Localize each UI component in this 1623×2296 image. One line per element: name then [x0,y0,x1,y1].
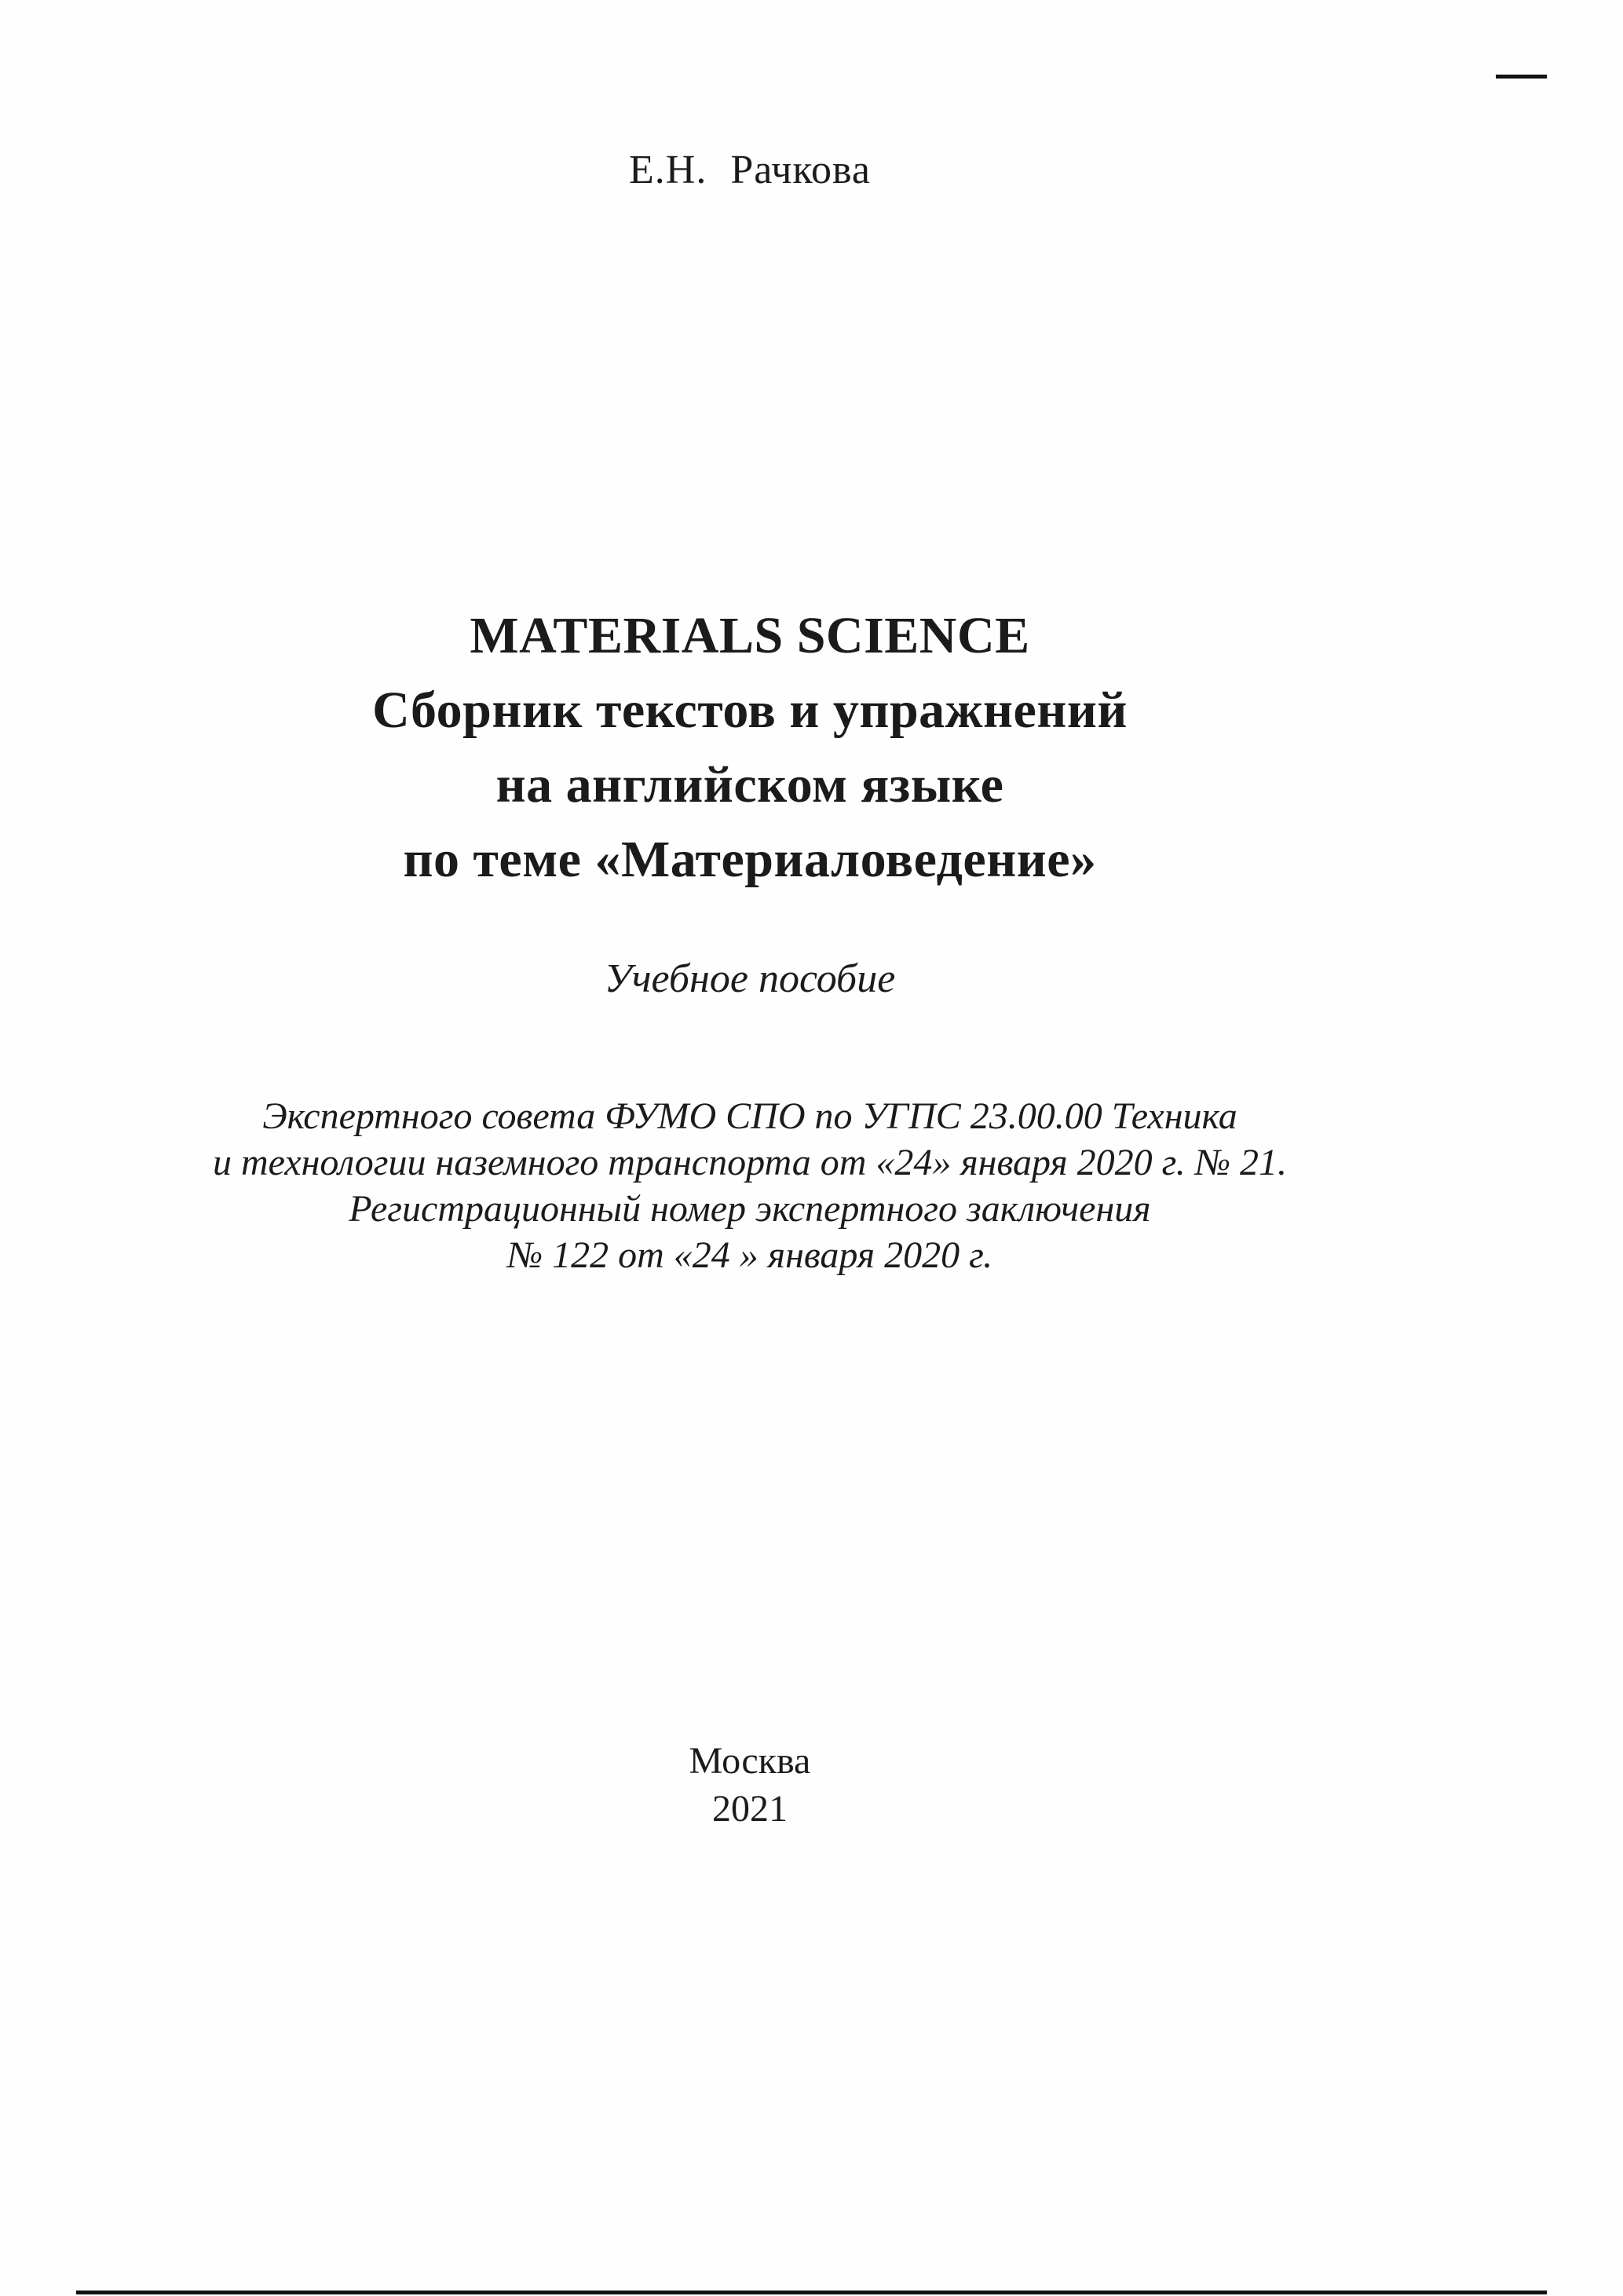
title-line-english: MATERIALS SCIENCE [470,607,1030,664]
title-line-collection: Сборник текстов и упражнений [372,682,1128,739]
bottom-rule [76,2291,1547,2294]
author-line [0,146,1500,195]
subtitle-text: Учебное пособие [604,956,896,1001]
imprint-city: Москва [689,1740,811,1782]
approval-line: Регистрационный номер экспертного заключения [349,1188,1151,1230]
approval-line: № 122 от «24 » января 2020 г. [506,1234,993,1276]
subtitle [0,955,1500,1004]
imprint [0,1737,1500,1833]
top-right-rule [1496,75,1547,79]
approval-line: Экспертного совета ФУМО СПО по УГПС 23.00.00 Техника [262,1095,1237,1137]
approval-line: и технологии наземного транспорта от «24» января 2020 г. № 21. [212,1142,1288,1183]
approval-note [0,1093,1500,1278]
title-line-topic: по теме «Материаловедение» [403,831,1097,888]
title-line-language: на английском языке [495,756,1004,813]
author-name: Е.Н. Рачкова [629,148,871,192]
imprint-year: 2021 [712,1788,788,1830]
book-title [0,598,1500,897]
